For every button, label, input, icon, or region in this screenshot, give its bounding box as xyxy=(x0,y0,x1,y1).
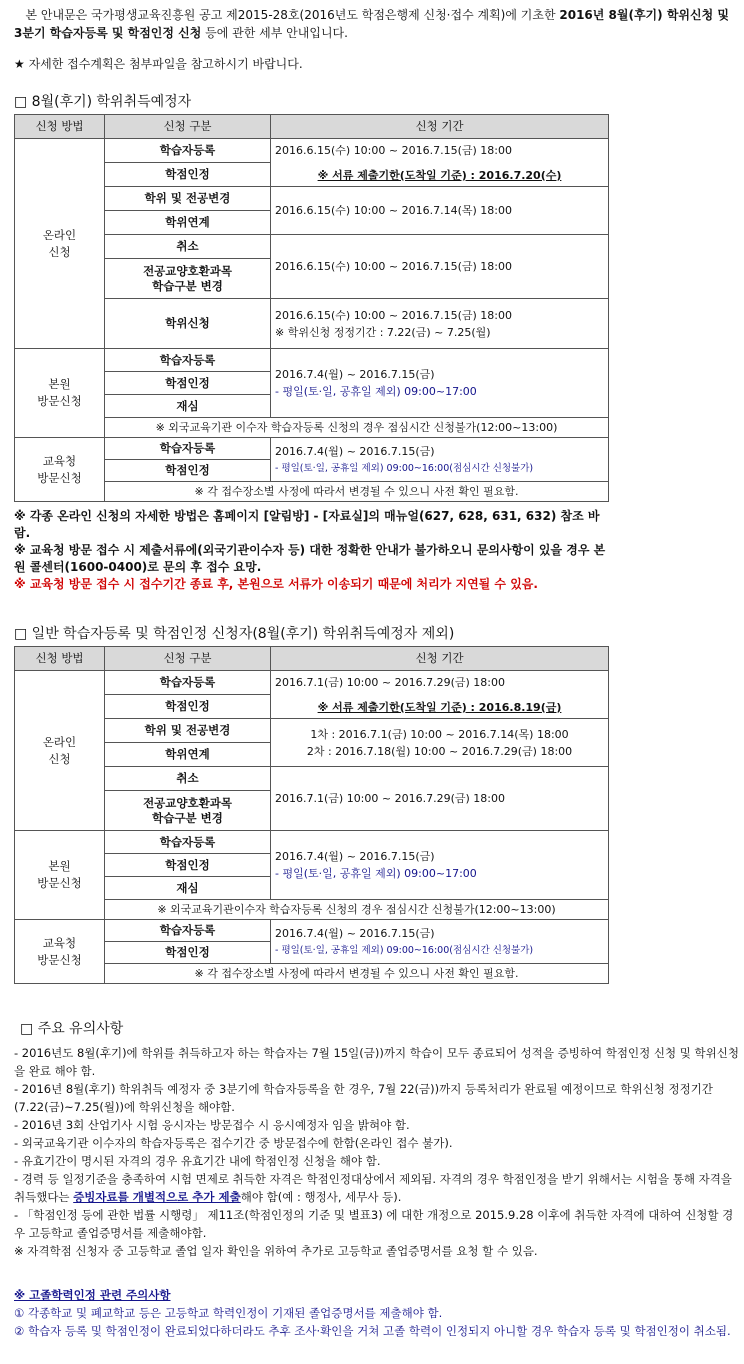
section1-notes xyxy=(14,508,614,593)
high-school-title: ※ 고졸학력인정 관련 주의사항 xyxy=(14,1288,171,1302)
period-first: 1차 : 2016.7.1(금) 10:00 ~ 2016.7.14(목) 18:00 xyxy=(310,727,569,741)
intro-highlight: 2016년 8월(후기) 학위신청 및 3분기 학습자등록 및 학점인정 신청 xyxy=(14,8,729,40)
hours-text: - 평일(토·일, 공휴일 제외) 09:00~16:00(점심시간 신청불가) xyxy=(275,462,534,474)
intro-text: 본 안내문은 국가평생교육진흥원 공고 제2015-28호(2016년도 학점은행제 신청·접수 계획)에 기초한 xyxy=(25,8,560,22)
note-text: 해야 함(예 : 행정사, 세무사 등). xyxy=(240,1190,402,1204)
header-method: 신청 방법 xyxy=(15,647,105,671)
period-cell xyxy=(271,671,609,719)
hours-text: - 평일(토·일, 공휴일 제외) 09:00~17:00 xyxy=(275,385,477,398)
category-review: 재심 xyxy=(105,877,271,900)
period-text: 2016.7.4(월) ~ 2016.7.15(금) xyxy=(275,368,435,381)
period-text: 2016.6.15(수) 10:00 ~ 2016.7.15(금) 18:00 xyxy=(275,143,512,157)
deadline-note: ※ 서류 제출기한(도착일 기준) : 2016.8.19(금) xyxy=(317,700,562,714)
period-cell xyxy=(271,349,609,418)
correction-period: ※ 학위신청 정정기간 : 7.22(금) ~ 7.25(월) xyxy=(275,325,491,339)
category-cancel: 취소 xyxy=(105,235,271,259)
category-degree-link: 학위연계 xyxy=(105,743,271,767)
period-cell: 2016.6.15(수) 10:00 ~ 2016.7.14(목) 18:00 xyxy=(271,187,609,235)
period-cell: 2016.6.15(수) 10:00 ~ 2016.7.15(금) 18:00 xyxy=(271,235,609,299)
high-school-note: ② 학습자 등록 및 학점인정이 완료되었다하더라도 추후 조사·확인을 거쳐 고졸 학력이 인정되지 아니할 경우 학습자 등록 및 학점인정이 취소됨. xyxy=(14,1324,731,1338)
high-school-notes xyxy=(14,1286,740,1340)
note-line: - 「학점인정 등에 관한 법률 시행령」 제11조(학점인정의 기준 및 별표3) 에 대한 개정으로 2015.9.28 이후에 취득한 자격에 대하여 신청할 경우 고등학교 졸업증명서를 제출해야함. xyxy=(14,1208,734,1240)
note-delay-warning: ※ 교육청 방문 접수 시 접수기간 종료 후, 본원으로 서류가 이송되기 때문에 처리가 지연될 수 있음. xyxy=(14,577,538,591)
category-review: 재심 xyxy=(105,395,271,418)
period-text: 2016.7.1(금) 10:00 ~ 2016.7.29(금) 18:00 xyxy=(275,675,505,689)
period-cell xyxy=(271,299,609,349)
category-credit-recognition: 학점인정 xyxy=(105,695,271,719)
category-credit-recognition: 학점인정 xyxy=(105,942,271,964)
note-line: - 유효기간이 명시된 자격의 경우 유효기간 내에 학점인정 신청을 해야 함. xyxy=(14,1154,381,1168)
section2-table xyxy=(14,646,609,984)
attachment-notice: ★ 자세한 접수계획은 첨부파일을 참고하시기 바랍니다. xyxy=(14,57,303,71)
note-line: - 2016년 3회 산업기사 시험 응시자는 방문접수 시 응시예정자 임을 밝혀야 함. xyxy=(14,1118,410,1132)
period-text: 2016.7.4(월) ~ 2016.7.15(금) xyxy=(275,444,435,458)
note-line: - 외국교육기관 이수자의 학습자등록은 접수기간 중 방문접수에 한함(온라인 접수 불가). xyxy=(14,1136,453,1150)
note-emphasis: 증빙자료를 개별적으로 추가 제출 xyxy=(73,1190,241,1204)
category-learner-registration: 학습자등록 xyxy=(105,671,271,695)
period-cell xyxy=(271,920,609,964)
header-category: 신청 구분 xyxy=(105,115,271,139)
note-call-center: ※ 교육청 방문 접수 시 제출서류에(외국기관이수자 등) 대한 정확한 안내가 불가하오니 문의사항이 있을 경우 본원 콜센터(1600-0400)로 문의 후 접수 요망. xyxy=(14,543,606,574)
note-line: - 2016년도 8월(후기)에 학위를 취득하고자 하는 학습자는 7월 15일(금))까지 학습이 모두 종료되어 성적을 증빙하여 학점인정 신청 및 학위신청을 완료 해야 함. xyxy=(14,1046,739,1078)
header-method: 신청 방법 xyxy=(15,115,105,139)
category-learner-registration: 학습자등록 xyxy=(105,139,271,163)
intro-paragraph xyxy=(14,6,738,42)
category-credit-recognition: 학점인정 xyxy=(105,163,271,187)
category-credit-recognition: 학점인정 xyxy=(105,372,271,395)
category-subject-change: 전공교양호환과목 학습구분 변경 xyxy=(105,259,271,299)
method-online: 온라인 신청 xyxy=(15,671,105,831)
method-visit: 본원 방문신청 xyxy=(15,831,105,920)
category-subject-change: 전공교양호환과목 학습구분 변경 xyxy=(105,791,271,831)
category-learner-registration: 학습자등록 xyxy=(105,349,271,372)
note-line: - 2016년 8월(후기) 학위취득 예정자 중 3분기에 학습자등록을 한 경우, 7월 22(금))까지 등록처리가 완료될 예정이므로 학위신청 정정기간(7.22(금)~7.25(월))에 학위신청을 해야함. xyxy=(14,1082,713,1114)
period-cell: 2016.7.1(금) 10:00 ~ 2016.7.29(금) 18:00 xyxy=(271,767,609,831)
deadline-note: ※ 서류 제출기한(도착일 기준) : 2016.7.20(수) xyxy=(317,168,562,182)
category-credit-recognition: 학점인정 xyxy=(105,854,271,877)
hours-text: - 평일(토·일, 공휴일 제외) 09:00~17:00 xyxy=(275,867,477,880)
section1-table xyxy=(14,114,609,502)
method-education-office: 교육청 방문신청 xyxy=(15,438,105,502)
note-text: - 경력 등 일정기준을 충족하여 시험 면제로 취득한 자격은 학점인정대상에서 제외됨. 자격의 경우 학점인정을 받기 위해서는 시험을 통해 자격을 취득했다는 xyxy=(14,1172,732,1204)
intro-text-end: 등에 관한 세부 안내입니다. xyxy=(201,26,348,40)
period-text: 2016.6.15(수) 10:00 ~ 2016.7.15(금) 18:00 xyxy=(275,308,512,322)
note-line: ※ 자격학점 신청자 중 고등학교 졸업 일자 확인을 위하여 추가로 고등학교 졸업증명서를 요청 할 수 있음. xyxy=(14,1244,538,1258)
category-learner-registration: 학습자등록 xyxy=(105,831,271,854)
category-learner-registration: 학습자등록 xyxy=(105,438,271,460)
category-learner-registration: 학습자등록 xyxy=(105,920,271,942)
category-cancel: 취소 xyxy=(105,767,271,791)
note-manual: ※ 각종 온라인 신청의 자세한 방법은 홈페이지 [알림방] - [자료실]의 매뉴얼(627, 628, 631, 632) 참조 바람. xyxy=(14,509,600,540)
education-office-note: ※ 각 접수장소별 사정에 따라서 변경될 수 있으니 사전 확인 필요함. xyxy=(105,964,609,984)
important-notes xyxy=(14,1044,740,1260)
category-credit-recognition: 학점인정 xyxy=(105,460,271,482)
section2-title: □ 일반 학습자등록 및 학점인정 신청자(8월(후기) 학위취득예정자 제외) xyxy=(14,626,455,642)
visit-note: ※ 외국교육기관이수자 학습자등록 신청의 경우 점심시간 신청불가(12:00~13:00) xyxy=(105,900,609,920)
period-text: 2016.7.4(월) ~ 2016.7.15(금) xyxy=(275,850,435,863)
period-cell xyxy=(271,719,609,767)
period-cell xyxy=(271,831,609,900)
high-school-note: ① 각종학교 및 폐교학교 등은 고등학교 학력인정이 기재된 졸업증명서를 제출해야 함. xyxy=(14,1306,443,1320)
category-degree-major-change: 학위 및 전공변경 xyxy=(105,719,271,743)
visit-note: ※ 외국교육기관 이수자 학습자등록 신청의 경우 점심시간 신청불가(12:00~13:00) xyxy=(105,418,609,438)
method-online: 온라인 신청 xyxy=(15,139,105,349)
method-visit: 본원 방문신청 xyxy=(15,349,105,438)
header-category: 신청 구분 xyxy=(105,647,271,671)
period-text: 2016.7.4(월) ~ 2016.7.15(금) xyxy=(275,926,435,940)
education-office-note: ※ 각 접수장소별 사정에 따라서 변경될 수 있으니 사전 확인 필요함. xyxy=(105,482,609,502)
period-cell xyxy=(271,438,609,482)
section3-title: □ 주요 유의사항 xyxy=(20,1021,124,1037)
hours-text: - 평일(토·일, 공휴일 제외) 09:00~16:00(점심시간 신청불가) xyxy=(275,944,534,956)
category-degree-link: 학위연계 xyxy=(105,211,271,235)
header-period: 신청 기간 xyxy=(271,647,609,671)
header-period: 신청 기간 xyxy=(271,115,609,139)
method-education-office: 교육청 방문신청 xyxy=(15,920,105,984)
category-degree-major-change: 학위 및 전공변경 xyxy=(105,187,271,211)
period-cell xyxy=(271,139,609,187)
section1-title: □ 8월(후기) 학위취득예정자 xyxy=(14,94,192,110)
note-line xyxy=(14,1170,740,1206)
period-second: 2차 : 2016.7.18(월) 10:00 ~ 2016.7.29(금) 18:00 xyxy=(306,744,573,758)
category-degree-application: 학위신청 xyxy=(105,299,271,349)
